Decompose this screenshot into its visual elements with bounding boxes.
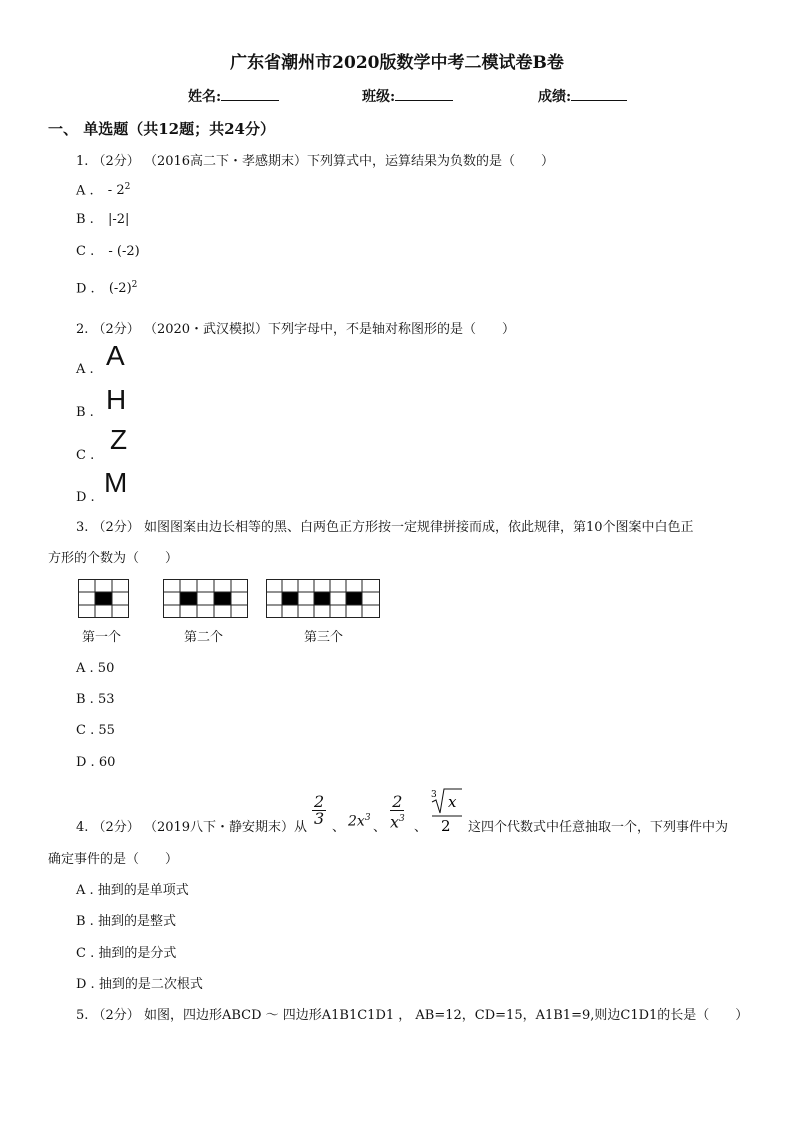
question-3-stem-line2: 方形的个数为（ ） <box>48 551 179 566</box>
question-2-stem: 2. （2分） （2020・武汉模拟）下列字母中，不是轴对称图形的是（ ） <box>76 322 516 337</box>
q2-option-b-letter: H <box>106 384 127 415</box>
q2-option-d-letter: M <box>104 467 128 498</box>
q3-option-a: A . 50 <box>76 661 115 676</box>
pattern-1 <box>79 580 129 618</box>
pattern-3 <box>267 580 380 618</box>
q3-figure-label-3: 第三个 <box>304 630 344 645</box>
q2-option-c-label: C . <box>76 448 95 463</box>
q3-option-b: B . 53 <box>76 692 115 707</box>
section-title: 一、 单选题（共12题；共24分） <box>48 120 275 138</box>
q4-expr-4-cube-root <box>428 785 464 835</box>
q4-option-b: B . 抽到的是整式 <box>76 914 176 929</box>
question-1-stem: 1. （2分） （2016高二下・孝感期末）下列算式中，运算结果为负数的是（ ） <box>76 154 555 169</box>
name-blank <box>221 86 279 101</box>
q4-sep-1: 、 <box>332 820 346 835</box>
name-label: 姓名: <box>188 89 222 105</box>
q2-option-c-letter: Z <box>110 424 128 455</box>
q2-option-a-label: A . <box>76 362 94 377</box>
q3-option-c: C . 55 <box>76 723 115 738</box>
q2-option-d-label: D . <box>76 490 95 505</box>
q1-option-b: B . |-2| <box>76 212 130 227</box>
question-3-stem-line1: 3. （2分） 如图图案由边长相等的黑、白两色正方形按一定规律拼接而成，依此规律，第10个图案中白色正 <box>76 520 694 535</box>
q4-expr-1: $\frac{2}{3}$ <box>314 792 325 828</box>
q1-option-c: C . - (-2) <box>76 244 140 259</box>
q4-sep-2: 、 <box>373 820 387 835</box>
q3-figure-label-2: 第二个 <box>184 630 224 645</box>
class-label: 班级: <box>362 89 396 105</box>
score-blank <box>571 86 627 101</box>
q3-figure-label-1: 第一个 <box>82 630 122 645</box>
exam-title: 广东省潮州市2020版数学中考二模试卷B卷 <box>230 53 564 73</box>
q2-option-b-label: B . <box>76 405 94 420</box>
q1-option-a: A . - $2^2$ <box>76 182 131 199</box>
class-field <box>362 86 453 106</box>
svg-text:x: x <box>448 793 457 811</box>
svg-text:2: 2 <box>441 817 451 835</box>
q4-option-d: D . 抽到的是二次根式 <box>76 977 203 992</box>
question-4-stem-suffix: 这四个代数式中任意抽取一个，下列事件中为 <box>468 820 729 835</box>
name-field <box>188 86 279 106</box>
pattern-2 <box>164 580 248 618</box>
q4-expr-2: $2x^3$ <box>348 813 371 830</box>
class-blank <box>395 86 453 101</box>
score-field <box>538 86 627 106</box>
q2-option-a-letter: A <box>106 340 125 371</box>
question-4-stem-line2: 确定事件的是（ ） <box>48 852 179 867</box>
q4-sep-3: 、 <box>414 820 428 835</box>
q1-option-d: D . $(-2)^2$ <box>76 280 138 297</box>
question-5-stem: 5. （2分） 如图，四边形ABCD ～ 四边形A1B1C1D1 ， AB=12，CD=15，A1B1=9,则边C1D1的长是（ ） <box>76 1008 749 1023</box>
q3-pattern-figures <box>78 578 388 622</box>
question-4-stem-prefix: 4. （2分） （2019八下・静安期末）从 <box>76 820 308 835</box>
q4-option-c: C . 抽到的是分式 <box>76 946 177 961</box>
score-label: 成绩: <box>538 89 572 105</box>
q4-option-a: A . 抽到的是单项式 <box>76 883 189 898</box>
q4-expr-3: $\frac{2}{x^3}$ <box>390 792 405 832</box>
q3-option-d: D . 60 <box>76 755 116 770</box>
svg-text:3: 3 <box>431 790 437 800</box>
